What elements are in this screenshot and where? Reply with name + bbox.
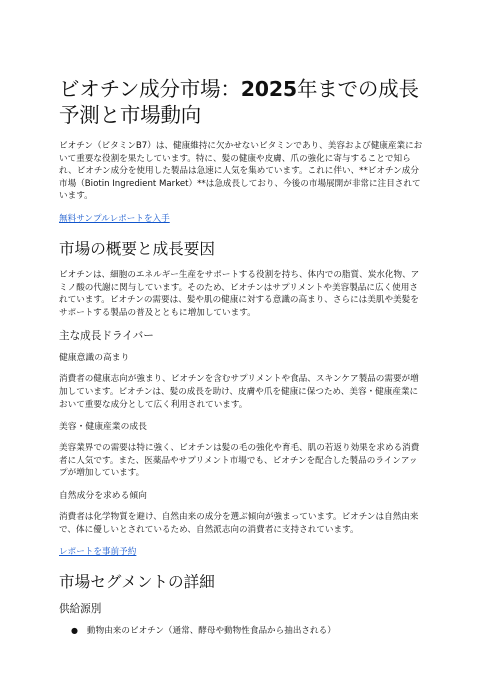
growth-drivers-heading: 主な成長ドライバー	[59, 330, 154, 343]
section-overview-paragraph: ビオチンは、細胞のエネルギー生産をサポートする役割を持ち、体内での脂質、炭水化物、アミノ酸の代謝に関与しています。そのため、ビオチンはサプリメントや美容製品に広く使用されています。ビオチンの需要は、髪や肌の健康に対する意識の高まり、さらには美肌や美髪をサポートする製品の普及とともに増加しています。	[59, 269, 420, 318]
reserve-report-link[interactable]: レポートを事前予約	[59, 547, 137, 558]
driver-health-paragraph: 消費者の健康志向が強まり、ビオチンを含むサプリメントや食品、スキンケア製品の需要が増加しています。ビオチンは、髪の成長を助け、皮膚や爪を健康に保つため、美容・健康産業において重要な成分として広く利用されています。	[59, 374, 419, 410]
list-item	[59, 625, 425, 637]
bullet-icon: ●	[71, 626, 78, 636]
title-part1: ビオチン成分市場：	[59, 77, 241, 101]
document-page	[59, 76, 425, 637]
driver-beauty-paragraph: 美容業界での需要は特に強く、ビオチンは髪の毛の強化や育毛、肌の若返り効果を求める消費者に人気です。また、医薬品やサプリメント市場でも、ビオチンを配合した製品のラインアップが増加しています。	[59, 443, 420, 479]
intro-paragraph: ビオチン（ビタミンB7）は、健康維持に欠かせないビタミンであり、美容および健康産業において重要な役割を果たしています。特に、髪の健康や皮膚、爪の強化に寄与することで知られ、ビオチン成分を使用した製品は急速に人気を集めています。これに伴い、**ビオチン成分市場（Biotin Ingredient Market）**は急成長しており、今後の市場展開が非常に注目されています。	[59, 141, 423, 202]
driver-natural-heading: 自然成分を求める傾向	[59, 490, 147, 501]
source-item-text: 動物由来のビオチン（通常、酵母や動物性食品から抽出される）	[87, 626, 336, 637]
document-title	[59, 76, 425, 128]
section-segments-heading: 市場セグメントの詳細	[59, 573, 215, 592]
driver-beauty-heading: 美容・健康産業の成長	[59, 422, 147, 433]
driver-natural-paragraph: 消費者は化学物質を避け、自然由来の成分を選ぶ傾向が強まっています。ビオチンは自然由来で、体に優しいとされているため、自然派志向の消費者に支持されています。	[59, 511, 419, 535]
source-list	[59, 625, 425, 637]
section-overview-heading: 市場の概要と成長要因	[59, 239, 215, 258]
title-part2: 年までの成長予測と市場動向	[59, 77, 419, 127]
source-heading: 供給源別	[59, 603, 102, 616]
driver-health-heading: 健康意識の高まり	[59, 353, 130, 364]
sample-report-link[interactable]: 無料サンプルレポートを入手	[59, 213, 170, 224]
title-year: 2025	[240, 77, 297, 101]
